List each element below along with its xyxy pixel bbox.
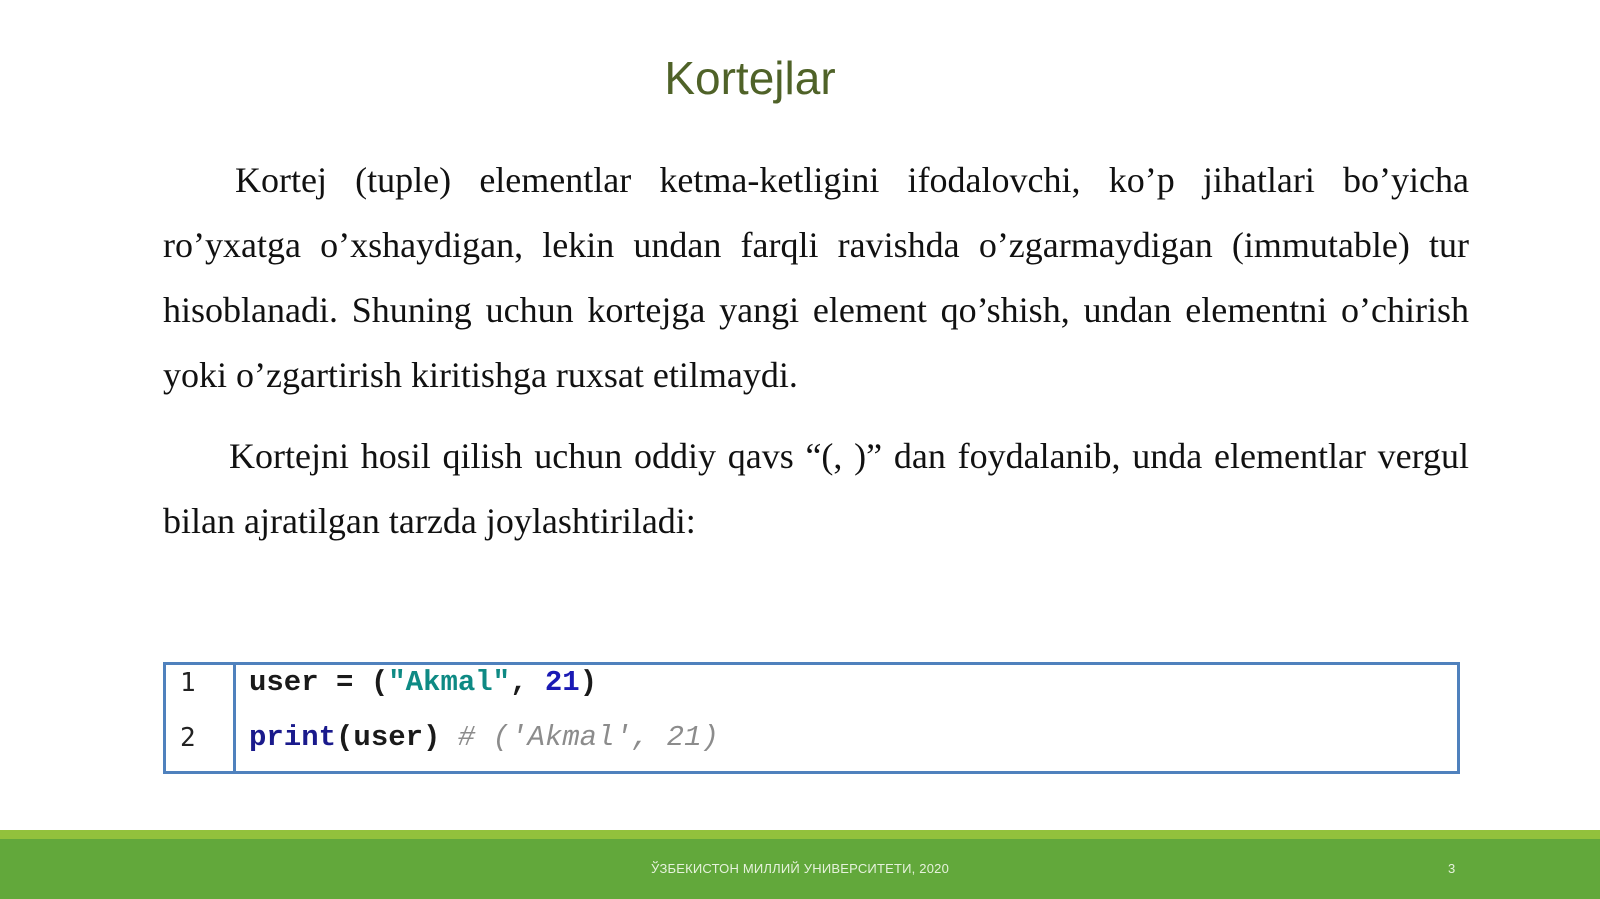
body-paragraph-syntax: Kortejni hosil qilish uchun oddiy qavs “(, )” dan foydalanib, unda elementlar vergul bilan ajratilgan tarzda joylashtiriladi: (163, 436, 1469, 541)
code-token-plain: ) (579, 666, 598, 699)
code-token-plain: user = ( (249, 666, 389, 699)
footer-bar (0, 839, 1600, 899)
footer-text: ЎЗБЕКИСТОН МИЛЛИЙ УНИВЕРСИТЕТИ, 2020 (650, 861, 950, 876)
code-token-keyword: print (249, 721, 337, 754)
line-number-gutter (166, 665, 236, 771)
body-paragraph-definition: Kortej (tuple) elementlar ketma-ketligini ifodalovchi, ko’p jihatlari bo’yicha ro’yxatga o’xshaydigan, lekin undan farqli ravishda o’zgarmaydigan (immutable) tur hisoblanadi. Shuning uchun kortejga yangi element qo’shish, undan elementni o’chirish yoki o’zgartirish kiritishga ruxsat etilmaydi. (163, 160, 1469, 395)
code-token-string: "Akmal" (388, 666, 511, 699)
code-line (249, 719, 719, 757)
line-number: 1 (180, 668, 196, 698)
code-token-plain: , (510, 666, 545, 699)
code-block (163, 662, 1460, 774)
code-token-comment: # ('Akmal', 21) (457, 721, 719, 754)
slide-title: Kortejlar (664, 52, 836, 104)
line-number: 2 (180, 723, 196, 753)
code-token-plain: (user) (336, 721, 458, 754)
code-line (249, 664, 597, 702)
footer-accent-stripe (0, 830, 1600, 839)
code-token-number: 21 (544, 666, 580, 699)
page-number: 3 (1448, 861, 1456, 876)
